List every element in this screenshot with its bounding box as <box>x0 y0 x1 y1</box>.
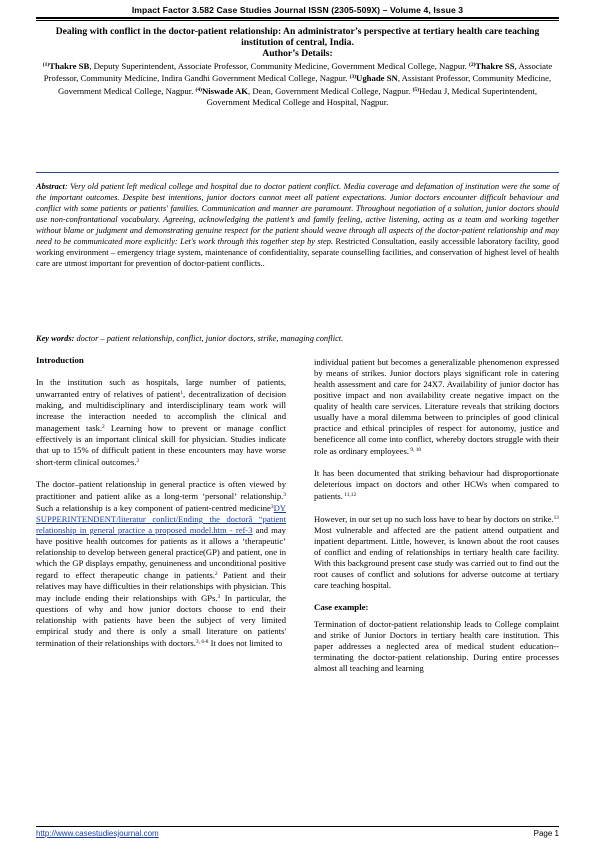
right-paragraph-1: individual patient but becomes a generalizable phenomenon expressed by means of strikes. Junior doctors plays significant role in catering health assessment and care for 24X7. Availability of junior doctor has positive impact and non availability create negative impact on the quality of health care services. Literature reveals that striking doctors usually have a moral dilemma between to principles of good clinical practice and ethical principles of respect for autonomy, justice and beneficence all come into conflict, whereby doctors struggle with their role as ordinary employees. $^{9, 10}$ <box>314 357 559 456</box>
footer-url-link[interactable]: http://www.casestudiesjournal.com <box>36 829 159 838</box>
section-divider <box>36 172 559 173</box>
footer-rule <box>36 826 559 827</box>
header-rule <box>36 17 559 21</box>
right-column <box>314 357 559 685</box>
right-paragraph-4: Termination of doctor-patient relationship leads to College complaint and strike of Junior Doctors in tertiary health care institution. This paper addresses a neglected area of medical student education--terminating the doctor-patient relationship. During entire processes almost all teaching and learning <box>314 619 559 673</box>
author-2: $^{(2)}$Thakre SS, Associate Professor, Community Medicine, Indira Gandhi Government Medical College, Nagpur. <box>43 61 553 84</box>
intro-paragraph-1: In the institution such as hospitals, large number of patients, unwarranted entry of relatives of patient$^1$, decentralization of decision making, and multidisciplinary and interdisciplinary team work will increase the interaction needed to accomplish the clinical and management task.$^2$ Learning how to prevent or manage conflict effectively is an important clinical skill for physician. Studies indicate that up to 15% of difficult patient in these encounters may have worse short-term clinical outcomes.$^2$ <box>36 377 287 467</box>
abstract-label: Abstract <box>36 182 65 191</box>
page-number: Page 1 <box>533 829 559 838</box>
author-5: $^{(5)}$Hedau J, Medical Superintendent, Government Medical College and Hospital, Nagpur. <box>206 85 537 107</box>
left-column <box>36 355 286 660</box>
author-list <box>36 60 559 108</box>
intro-paragraph-2: The doctor–patient relationship in general practice is often viewed by practitioner and patient alike as a long-term ‘personal’ relationship.$^3$ Such a relationship is a key component of patient-centred medicine$^3$DY SUPPERINTENDENT/literatur conlict/Ending the doctorâ “patient relationship in general practice a proposed model.htm - ref-3 and may have positive health outcomes for patients as it allows a ‘therapeutic’ relationship to develop between general practice(GP) and patient, one in which the GP displays empathy, genuineness and unconditional positive regard to effect therapeutic change in patients.$^2$ Patient and their relatives may have difficulties in their relationships with physician. This may include ending their relationships with GPs.$^3$ In particular, the questions of why and how junior doctors choose to end their relationship with patients have been the subject of very limited empirical study and there is only a small literature on patients' termination of their relationships with doctors.$^{3, 6-8}$ It does not limited to <box>36 479 286 648</box>
right-paragraph-3: However, in our set up no such loss have to bear by doctors on strike.$^{13}$ Most vulnerable and affected are the patient attend outpatient and inpatient department. Little, however, is known about the root causes of conflict and ending of relationships in tertiary health care facility. With this background present case study was carried out to find out the root causes of conflict and solutions for adverse outcome at tertiary care teaching hospital. <box>314 514 559 590</box>
abstract: Abstract: Very old patient left medical college and hospital due to doctor patient conflict. Media coverage and defamation of institution were the some of the important outcomes. Despite best intentions, junior doctors cannot meet all patient expectations. Junior doctors encounter difficult behaviour and conflict with some patients or patients' families. Communication and manner are paramount. Throughout negotiation of a solution, junior doctors should use non-confrontational vocabulary. Agreeing, acknowledging the patient’s and family feeling, active listening, acting as a team and working together without blame or judgment and demonstrating genuine respect for the patient should weave through all aspects of the doctor-patient relationship and may need to be communicated more explicitly: Let's work through this together step by step. Restricted Consultation, easily accessible laboratory facility, good working environment – emergency triage system, maintenance of confidentiality, separate counselling facilities, and conservation of highest level of health care are utmost important for prevention of doctor-patient conflicts.. <box>36 182 559 268</box>
author-1: $^{(1)}$Thakre SB, Deputy Superintendent, Associate Professor, Community Medicine, Government Medical College, Nagpur. <box>42 61 467 71</box>
author-3: $^{(3)}$Ughade SN, Assistant Professor, Community Medicine, Government Medical College, Nagpur. <box>58 73 552 96</box>
keywords: Key words: doctor – patient relationship, conflict, junior doctors, strike, managing conflict. <box>36 334 344 343</box>
introduction-heading: Introduction <box>36 355 84 365</box>
paper-title: Dealing with conflict in the doctor-patient relationship: An administrator’s perspective at tertiary health care teaching institution of central, India. <box>55 26 540 49</box>
author-4: $^{(4)}$Niswade AK, Dean, Government Medical College, Nagpur. <box>195 85 411 96</box>
reference-link[interactable]: DY SUPPERINTENDENT/literatur conlict/Ending the doctorâ “patient relationship in general practice a proposed model.htm - ref-3 <box>36 503 286 535</box>
case-example-heading: Case example: <box>314 602 369 612</box>
journal-header: Impact Factor 3.582 Case Studies Journal ISSN (2305-509X) – Volume 4, Issue 3 <box>131 5 464 15</box>
keywords-label: Key words: <box>36 334 75 343</box>
authors-heading: Author’s Details: <box>262 48 333 59</box>
right-paragraph-2: It has been documented that striking behaviour had disproportionate deleterious impact on doctors and other HCWs when compared to patients. $^{11,12}$ <box>314 468 559 501</box>
